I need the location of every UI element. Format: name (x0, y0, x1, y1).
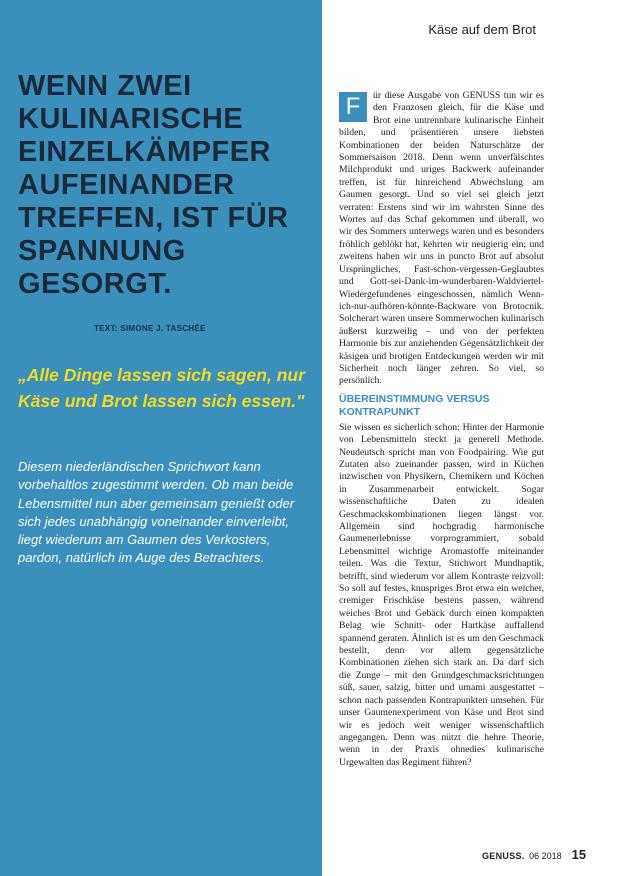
magazine-name: GENUSS. (482, 851, 525, 861)
article-subhead: ÜBEREINSTIMMUNG VERSUS KONTRAPUNKT (339, 392, 490, 418)
intro-text: Diesem niederländischen Sprichwort kann vorbehaltlos zugestimmt werden. Ob man beide Lebensmittel nun aber gemeinsam genießt oder sich jedes unabhängig voneinander einverleibt, liegt wiederum am Gaumen des Verkosters, pardon, natürlich im Auge des Betrachters. (18, 459, 295, 566)
pull-quote: „Alle Dinge lassen sich sagen, nur Käse und Brot lassen sich essen." (18, 365, 305, 411)
article-body (339, 90, 544, 769)
article-paragraph-1: ür diese Ausgabe von GENUSS tun wir es den Franzosen gleich, für die Käse und Brot eine untrennbare kulinarische Einheit bilden, und präsentieren unsere liebsten Kombinationen der beiden Naturschätze der Sommersaison 2018. Denn wenn unverfälschtes Milchprodukt und uriges Backwerk aufeinander treffen, ist für hinreichend Abwechslung am Gaumen gesorgt. Und so viel sei gleich jetzt verraten: Erstens sind wir im wahrsten Sinne des Wortes auf das Schaf gekommen und überall, wo wir des Sommers unterwegs waren und es besonders fröhlich geblökt hat, kehrten wir neugierig ein; und zweitens haben wir uns in puncto Brot auf absolut Ursprüngliches, Fast-schon-vergessen-Geglaubtes und Gott-sei-Dank-im-wunderbaren-Waldviertel-Wiedergefundenes eingeschossen, nämlich Wenn-ich-nur-aufhören-könnte-Backware von Brotocnik. Solcherart waren unsere Sommerwochen kulinarisch äußerst kurzweilig – und von der perfekten Harmonie bis zur anziehenden Gegensätzlichkeit der käsigen und brotigen Entdeckungen werden wir mit Sicherheit noch länger zehren. So viel, so persönlich. (339, 90, 544, 387)
article-paragraph-2: Sie wissen es sicherlich schon: Hinter der Harmonie von Lebensmitteln steckt ja generell Methode. Neudeutsch spricht man von Foodpairing. Wie gut Zutaten also zueinander passen, wird in Küchen inzwischen von Physikern, Chemikern und Köchen in Zusammenarbeit entwickelt. Sogar wissenschaftliche Daten zu idealen Geschmackskombinationen liegen längst vor. Allgemein sind hochgradig harmonische Gaumenerlebnisse vorprogrammiert, sobald Lebensmittel wichtige Aromastoffe miteinander teilen. Was die Textur, Stichwort Mundhaptik, betrifft, sind wiederum vor allem Kontraste reizvoll: So soll auf festes, knuspriges Brot etwa ein weicher, cremiger Frischkäse bestens passen, während weiches Brot und Gebäck durch einen kompakten Belag wie Schnitt- oder Hartkäse auffallend spannend geraten. Ähnlich ist es um den Geschmack bestellt, denn vor allem gegensätzliche Kombinationen ziehen sich stark an. Da darf sich die Zunge – mit den Grundgeschmacksrichtungen süß, sauer, salzig, bitter und umami ausgestattet – schon nach passenden Kontrapunkten umsehen. Für unser Gaumenexperiment von Käse und Brot sind wir es jedoch weit weniger wissenschaftlich angegangen. Denn was nützt die hehre Theorie, wenn in der Praxis ohnedies kulinarische Urgewalten das Regiment führen? (339, 421, 544, 768)
drop-cap: F (339, 92, 367, 122)
section-kicker: Käse auf dem Brot (428, 22, 536, 37)
page-footer (482, 846, 586, 864)
page-number: 15 (571, 847, 587, 862)
byline: TEXT: SIMONE J. TASCHÉE (94, 324, 206, 333)
headline: WENN ZWEI KULINARISCHE EINZELKÄMPFER AUFEINANDER TREFFEN, IST FÜR SPANNUNG GESORGT. (18, 70, 289, 300)
issue-date: 06 2018 (529, 851, 562, 861)
